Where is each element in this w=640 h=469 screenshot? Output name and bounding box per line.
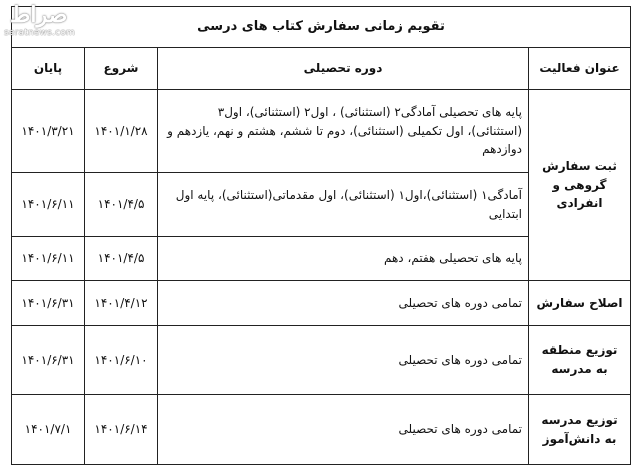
period-cell: پایه های تحصیلی آمادگی۲ (استثنائی) ، اول۲ (استثنائی)، اول۳ (استثنائی)، اول تکمیلی (استثنائی)، دوم تا ششم، هشتم و نهم، یازدهم و دوازدهم [158, 90, 529, 173]
watermark-mark: صراط [10, 2, 68, 28]
period-cell: تمامی دوره های تحصیلی [158, 326, 529, 395]
end-date-cell: ۱۴۰۱/۶/۱۱ [12, 237, 85, 281]
activity-cell: ثبت سفارش گروهی و انفرادی [529, 90, 631, 281]
period-cell: آمادگی۱ (استثنائی)،اول۱ (استثنائی)، اول مقدماتی(استثنائی)، پایه اول ابتدایی [158, 173, 529, 237]
header-period: دوره تحصیلی [158, 48, 529, 90]
start-date-cell: ۱۴۰۱/۶/۱۰ [85, 326, 158, 395]
period-cell: تمامی دوره های تحصیلی [158, 281, 529, 326]
watermark-logo [4, 2, 124, 42]
header-end: پایان [12, 48, 85, 90]
start-date-cell: ۱۴۰۱/۱/۲۸ [85, 90, 158, 173]
start-date-cell: ۱۴۰۱/۶/۱۴ [85, 395, 158, 465]
end-date-cell: ۱۴۰۱/۶/۳۱ [12, 281, 85, 326]
start-date-cell: ۱۴۰۱/۴/۱۲ [85, 281, 158, 326]
end-date-cell: ۱۴۰۱/۳/۲۱ [12, 90, 85, 173]
schedule-table [11, 6, 631, 465]
end-date-cell: ۱۴۰۱/۶/۳۱ [12, 326, 85, 395]
period-cell: پایه های تحصیلی هفتم، دهم [158, 237, 529, 281]
header-start: شروع [85, 48, 158, 90]
start-date-cell: ۱۴۰۱/۴/۵ [85, 173, 158, 237]
activity-cell: اصلاح سفارش [529, 281, 631, 326]
start-date-cell: ۱۴۰۱/۴/۵ [85, 237, 158, 281]
watermark-site: seratnews.com [4, 28, 75, 38]
table-row [12, 281, 631, 326]
table-row [12, 326, 631, 395]
table-row [12, 395, 631, 465]
activity-cell: توزیع منطقه به مدرسه [529, 326, 631, 395]
period-cell: تمامی دوره های تحصیلی [158, 395, 529, 465]
table-title: تقویم زمانی سفارش کتاب های درسی [12, 7, 631, 48]
header-activity: عنوان فعالیت [529, 48, 631, 90]
activity-cell: توزیع مدرسه به دانش‌آموز [529, 395, 631, 465]
table-row [12, 90, 631, 173]
end-date-cell: ۱۴۰۱/۶/۱۱ [12, 173, 85, 237]
end-date-cell: ۱۴۰۱/۷/۱ [12, 395, 85, 465]
